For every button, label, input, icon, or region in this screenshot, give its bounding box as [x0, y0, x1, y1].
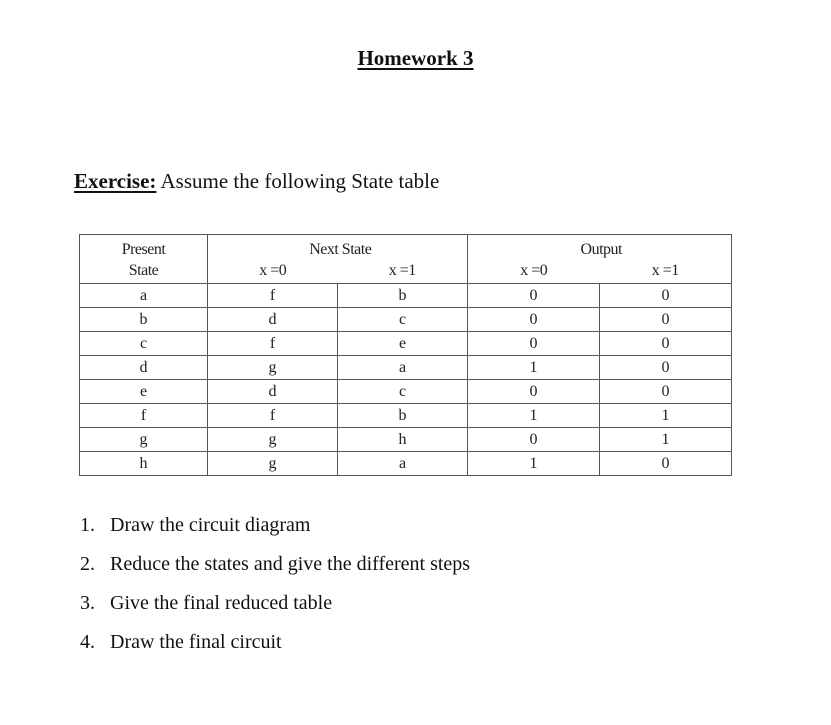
out-x1-cell: 0 [600, 452, 732, 476]
table-row [80, 428, 732, 452]
next-x0-cell: f [208, 404, 338, 428]
out-x0-cell: 0 [468, 332, 600, 356]
table-row [80, 380, 732, 404]
next-x0-cell: d [208, 308, 338, 332]
next-x1-cell: b [338, 284, 468, 308]
next-x1-cell: c [338, 308, 468, 332]
state-table [79, 234, 732, 476]
list-item [80, 629, 470, 655]
out-x1-cell: 0 [600, 284, 732, 308]
out-x1-cell: 0 [600, 332, 732, 356]
table-row [80, 308, 732, 332]
task-text: Reduce the states and give the different steps [110, 553, 471, 575]
out-x0-cell: 1 [468, 404, 600, 428]
out-x0-cell: 1 [468, 356, 600, 380]
next-x0-cell: d [208, 380, 338, 404]
table-row [80, 452, 732, 476]
present-cell: a [80, 284, 208, 308]
next-x0-cell: g [208, 452, 338, 476]
task-text: Draw the final circuit [110, 631, 282, 653]
out-x1-cell: 0 [600, 356, 732, 380]
task-number: 3. [80, 592, 95, 614]
out-x0-cell: 0 [468, 308, 600, 332]
next-x1-cell: a [338, 356, 468, 380]
out-x0-cell: 1 [468, 452, 600, 476]
present-cell: e [80, 380, 208, 404]
out-x1-cell: 1 [600, 404, 732, 428]
task-number: 4. [80, 631, 95, 653]
output-header [580, 235, 732, 260]
exercise-label: Exercise: [74, 169, 157, 193]
out-x1-cell: 0 [600, 308, 732, 332]
list-item [80, 551, 470, 577]
exercise-text: Assume the following State table [156, 169, 440, 193]
next-x0-cell: g [208, 356, 338, 380]
table-row [80, 284, 732, 308]
task-number: 2. [80, 553, 95, 575]
present-cell: c [80, 332, 208, 356]
next-x1-header: x =1 [338, 259, 468, 284]
next-state-header [309, 235, 468, 260]
next-x1-cell: c [338, 380, 468, 404]
next-x0-cell: f [208, 332, 338, 356]
next-x1-cell: a [338, 452, 468, 476]
table-row [80, 404, 732, 428]
table-header-row-2 [80, 259, 732, 284]
present-cell: h [80, 452, 208, 476]
present-cell: g [80, 428, 208, 452]
out-x0-cell: 0 [468, 284, 600, 308]
out-x1-cell: 0 [600, 380, 732, 404]
task-list [80, 512, 470, 668]
next-x0-cell: g [208, 428, 338, 452]
exercise-statement [74, 168, 439, 194]
out-x1-cell: 1 [600, 428, 732, 452]
output-header-left [468, 235, 600, 260]
out-x0-cell: 0 [468, 428, 600, 452]
task-number: 1. [80, 514, 95, 536]
table-row [80, 356, 732, 380]
next-x1-cell: e [338, 332, 468, 356]
list-item [80, 512, 470, 538]
homework-title: Homework 3 [357, 46, 474, 70]
task-text: Draw the circuit diagram [110, 514, 311, 536]
next-x0-cell: f [208, 284, 338, 308]
list-item [80, 590, 470, 616]
output-header-label: Output [580, 241, 622, 258]
present-cell: b [80, 308, 208, 332]
present-cell: d [80, 356, 208, 380]
task-text: Give the final reduced table [110, 592, 333, 614]
next-state-header-label: Next State [309, 241, 372, 258]
next-x0-header: x =0 [208, 259, 338, 284]
next-x1-cell: h [338, 428, 468, 452]
present-cell: f [80, 404, 208, 428]
present-header-top: Present [80, 235, 208, 260]
present-header-bottom: State [80, 259, 208, 284]
page-title [0, 45, 831, 71]
out-x1-header: x =1 [600, 259, 732, 284]
out-x0-cell: 0 [468, 380, 600, 404]
out-x0-header: x =0 [468, 259, 600, 284]
table-row [80, 332, 732, 356]
next-x1-cell: b [338, 404, 468, 428]
table-header-row-1 [80, 235, 732, 260]
